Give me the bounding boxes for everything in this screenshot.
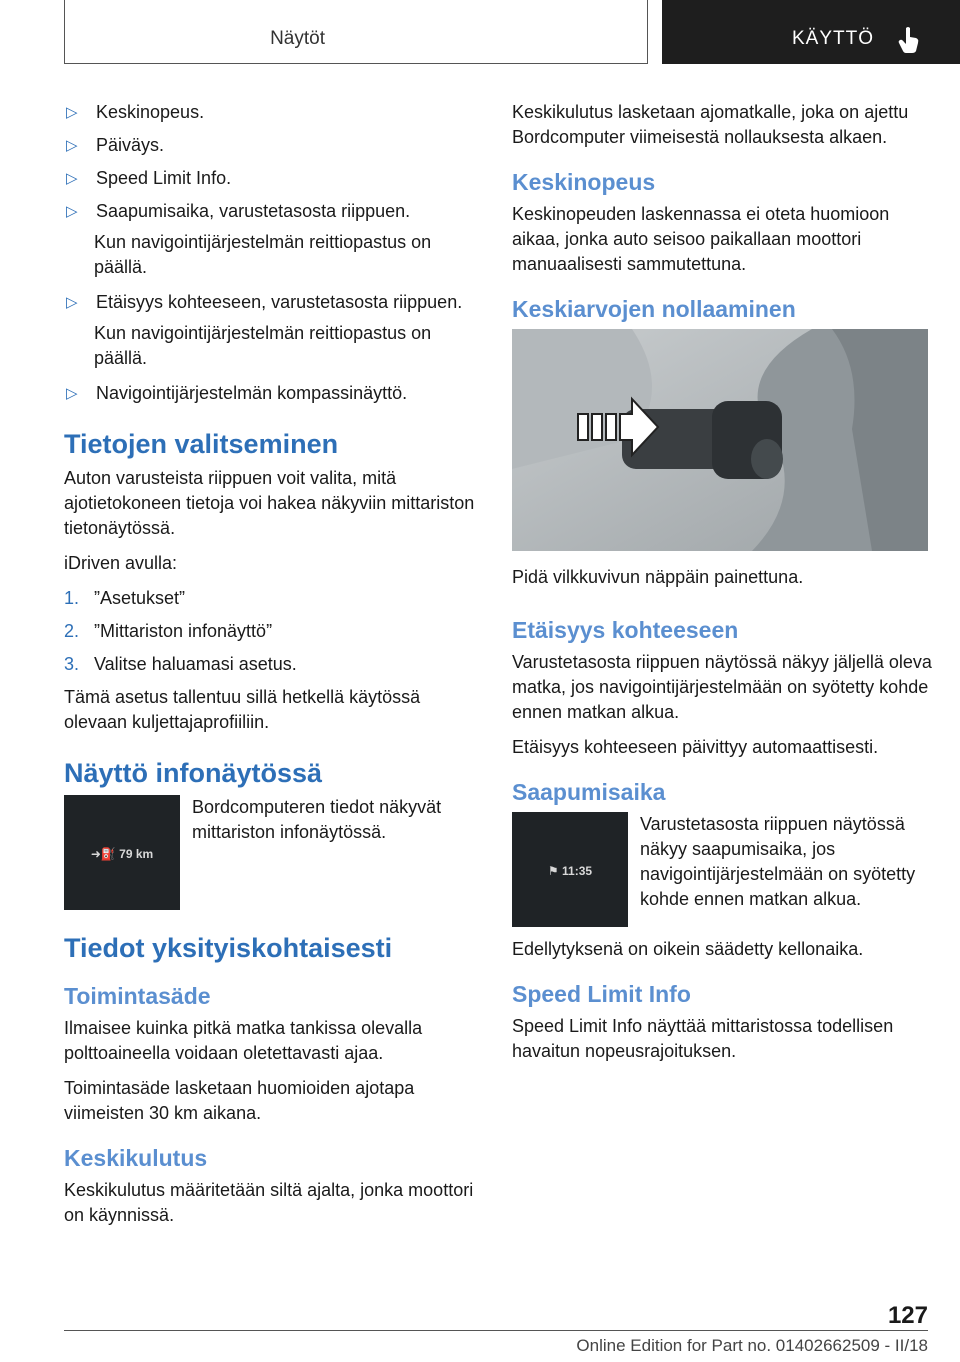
triangle-bullet-icon: ▷ bbox=[66, 294, 78, 311]
list-item: ▷ Saapumisaika, varustetasosta riippuen. bbox=[64, 199, 480, 224]
right-column bbox=[512, 100, 932, 1074]
heading-nollaaminen: Keskiarvojen nollaaminen bbox=[512, 296, 796, 322]
display-figure-arrival bbox=[512, 812, 932, 927]
list-item: ▷ Navigointijärjestelmän kompassinäyttö. bbox=[64, 381, 480, 406]
paragraph: Auton varusteista riippuen voit valita, mitä ajotietokoneen tietoja voi hakea näkyviin mittariston tietonäytössä. bbox=[64, 468, 475, 538]
paragraph: Keskikulutus lasketaan ajomatkalle, joka on ajettu Bordcomputer viimeisestä nollauksesta alkaen. bbox=[512, 102, 909, 147]
paragraph: Tämä asetus tallentuu sillä hetkellä käytössä olevaan kuljettajaprofiiliin. bbox=[64, 687, 421, 732]
heading-saapumisaika: Saapumisaika bbox=[512, 779, 666, 805]
triangle-bullet-icon: ▷ bbox=[66, 170, 78, 187]
paragraph: Speed Limit Info näyttää mittaristossa todellisen havaitun nopeusrajoituksen. bbox=[512, 1016, 894, 1061]
figure-caption: Varustetasosta riippuen näytössä näkyy saapumisaika, jos navigointijärjestelmään on syötetty kohde ennen matkan alkua. bbox=[640, 814, 916, 909]
paragraph: Toimintasäde lasketaan huomioiden ajotapa viimeisten 30 km aikana. bbox=[64, 1078, 415, 1123]
footer-edition: Online Edition for Part no. 01402662509 - II/18 bbox=[576, 1336, 928, 1355]
info-display-image bbox=[64, 795, 180, 910]
triangle-bullet-icon: ▷ bbox=[66, 104, 78, 121]
paragraph: Varustetasosta riippuen näytössä näkyy jäljellä oleva matka, jos navigointijärjestelmään on syötetty kohde ennen matkan alkua. bbox=[512, 652, 932, 722]
hand-pointer-icon bbox=[897, 26, 921, 54]
section-title: Näytöt bbox=[270, 28, 325, 49]
paragraph: Ilmaisee kuinka pitkä matka tankissa olevalla polttoaineella voidaan oletettavasti ajaa. bbox=[64, 1018, 423, 1063]
triangle-bullet-icon: ▷ bbox=[66, 385, 78, 402]
list-item: ▷ Keskinopeus. bbox=[64, 100, 480, 125]
heading-etaisyys: Etäisyys kohteeseen bbox=[512, 617, 739, 643]
step-item: 1. ”Asetukset” bbox=[64, 588, 186, 608]
heading-keskinopeus: Keskinopeus bbox=[512, 169, 656, 195]
page-number: 127 bbox=[887, 1302, 928, 1329]
header-chapter-box bbox=[662, 0, 960, 64]
list-item-note: Kun navigointijärjestelmän reittiopastus on päällä. bbox=[94, 232, 432, 277]
heading-toimintasade: Toimintasäde bbox=[64, 983, 211, 1009]
flag-icon: ⚑ bbox=[547, 864, 559, 878]
heading-tiedot: Tiedot yksityiskohtaisesti bbox=[64, 933, 393, 963]
display-figure-range bbox=[64, 795, 480, 910]
fuel-pump-icon: ➜⛽ bbox=[90, 847, 116, 861]
figure-caption: Bordcomputeren tiedot näkyvät mittariston infonäytössä. bbox=[192, 797, 442, 842]
figure-caption: Pidä vilkkuvivun näppäin painettuna. bbox=[512, 567, 804, 587]
list-item-note: Kun navigointijärjestelmän reittiopastus on päällä. bbox=[94, 323, 432, 368]
turn-signal-lever-image bbox=[512, 329, 928, 551]
list-item: ▷ Etäisyys kohteeseen, varustetasosta riippuen. bbox=[64, 290, 480, 315]
chapter-title: KÄYTTÖ bbox=[792, 28, 875, 49]
paragraph: iDriven avulla: bbox=[64, 553, 178, 573]
display-range-value: 79 km bbox=[119, 847, 154, 861]
info-display-image bbox=[512, 812, 628, 927]
triangle-bullet-icon: ▷ bbox=[66, 137, 78, 154]
paragraph: Keskikulutus määritetään siltä ajalta, jonka moottori on käynnissä. bbox=[64, 1180, 474, 1225]
heading-tietojen: Tietojen valitseminen bbox=[64, 429, 339, 459]
paragraph: Etäisyys kohteeseen päivittyy automaattisesti. bbox=[512, 737, 879, 757]
list-item: ▷ Speed Limit Info. bbox=[64, 166, 480, 191]
paragraph: Keskinopeuden laskennassa ei oteta huomioon aikaa, jonka auto seisoo paikallaan moottori manuaalisesti sammutettuna. bbox=[512, 204, 890, 274]
header-section-box bbox=[64, 0, 648, 64]
step-item: 3. Valitse haluamasi asetus. bbox=[64, 654, 297, 674]
triangle-bullet-icon: ▷ bbox=[66, 203, 78, 220]
paragraph: Edellytyksenä on oikein säädetty kellonaika. bbox=[512, 939, 864, 959]
footer-divider bbox=[64, 1330, 928, 1331]
heading-speed-limit: Speed Limit Info bbox=[512, 981, 691, 1007]
step-item: 2. ”Mittariston infonäyttö” bbox=[64, 621, 273, 641]
left-column bbox=[64, 100, 480, 1238]
display-arrival-value: 11:35 bbox=[562, 864, 593, 878]
heading-keskikulutus: Keskikulutus bbox=[64, 1145, 208, 1171]
heading-naytto: Näyttö infonäytössä bbox=[64, 758, 323, 788]
list-item: ▷ Päiväys. bbox=[64, 133, 480, 158]
